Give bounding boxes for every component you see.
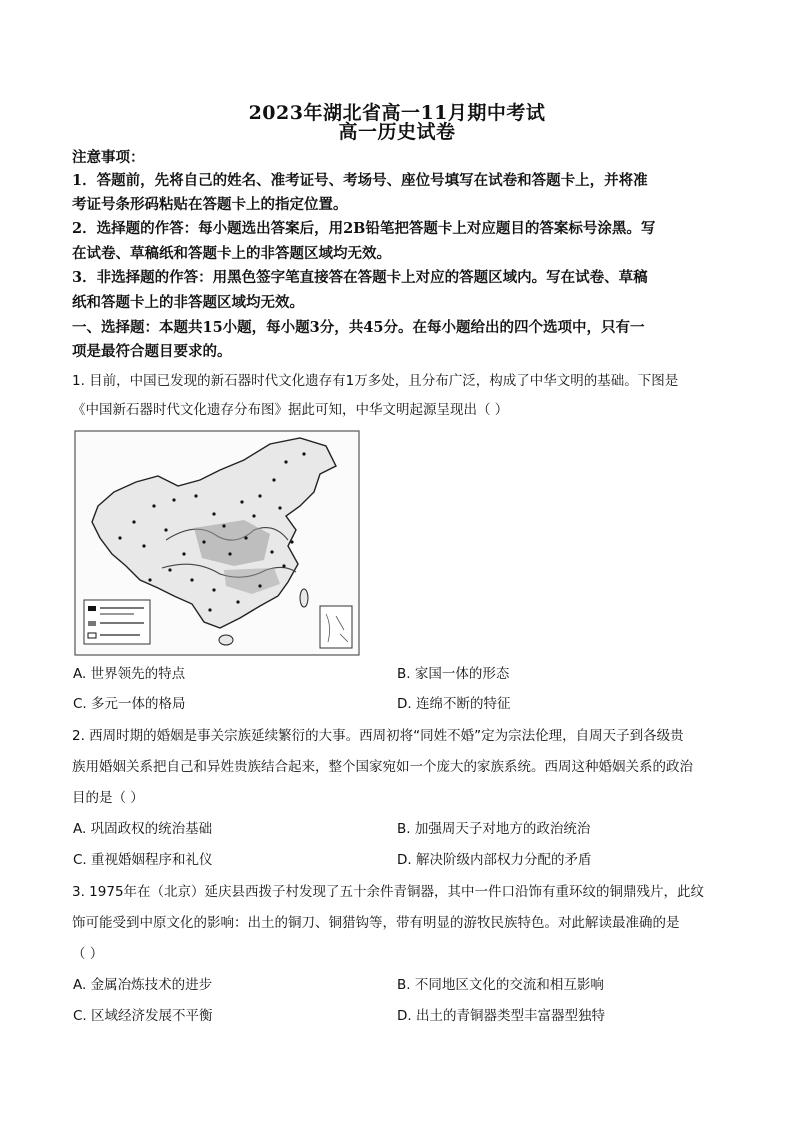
legend-swatch-2 [88, 621, 96, 626]
notice-line: 在试卷、草稿纸和答题卡上的非答题区域均无效。 [72, 245, 391, 262]
q3-option-d[interactable]: D. 出土的青铜器类型丰富器型独特 [397, 1008, 605, 1024]
notice-line: 2．选择题的作答：每小题选出答案后，用2B铅笔把答题卡上对应题目的答案标号涂黑。写 [72, 220, 656, 237]
hainan-shape [219, 635, 233, 645]
legend-swatch-1 [88, 606, 96, 611]
question-2-stem: 目的是（ ） [72, 790, 144, 806]
question-1-stem: 1. 目前，中国已发现的新石器时代文化遗存有1万多处，且分布广泛，构成了中华文明的基础。下图是 [72, 373, 679, 389]
neolithic-distribution-map [74, 430, 360, 656]
q3-option-c[interactable]: C. 区域经济发展不平衡 [73, 1008, 213, 1024]
q2-option-c[interactable]: C. 重视婚姻程序和礼仪 [73, 852, 213, 868]
question-3-stem: （ ） [72, 946, 104, 962]
notice-line: 考证号条形码粘贴在答题卡上的指定位置。 [72, 196, 348, 213]
question-3-stem: 3. 1975年在（北京）延庆县西拨子村发现了五十余件青铜器，其中一件口沿饰有重环纹的铜鼎残片，此纹 [72, 884, 705, 900]
q1-option-d[interactable]: D. 连绵不断的特征 [397, 696, 511, 712]
q1-option-a[interactable]: A. 世界领先的特点 [73, 666, 186, 682]
q1-option-b[interactable]: B. 家国一体的形态 [397, 666, 510, 682]
notice-line: 3．非选择题的作答：用黑色签字笔直接答在答题卡上对应的答题区域内。写在试卷、草稿 [72, 269, 648, 286]
question-3-stem: 饰可能受到中原文化的影响：出土的铜刀、铜猎钩等，带有明显的游牧民族特色。对此解读最准确的是 [72, 915, 680, 931]
question-2-stem: 2. 西周时期的婚姻是事关宗族延续繁衍的大事。西周初将“同姓不婚”定为宗法伦理，自周天子到各级贵 [72, 728, 684, 744]
question-1-stem: 《中国新石器时代文化遗存分布图》据此可知，中华文明起源呈现出（ ） [72, 402, 509, 418]
q3-option-a[interactable]: A. 金属冶炼技术的进步 [73, 977, 213, 993]
notice-line: 纸和答题卡上的非答题区域均无效。 [72, 294, 304, 311]
exam-subtitle: 高一历史试卷 [338, 121, 456, 143]
q2-option-a[interactable]: A. 巩固政权的统治基础 [73, 821, 213, 837]
taiwan-shape [300, 589, 308, 607]
question-2-stem: 族用婚姻关系把自己和异姓贵族结合起来，整个国家宛如一个庞大的家族系统。西周这种婚姻关系的政治 [72, 759, 693, 775]
notice-line: 1．答题前，先将自己的姓名、准考证号、考场号、座位号填写在试卷和答题卡上，并将准 [72, 172, 648, 189]
q2-option-d[interactable]: D. 解决阶级内部权力分配的矛盾 [397, 852, 592, 868]
q3-option-b[interactable]: B. 不同地区文化的交流和相互影响 [397, 977, 604, 993]
q2-option-b[interactable]: B. 加强周天子对地方的政治统治 [397, 821, 591, 837]
map-figure [74, 430, 360, 656]
exam-title: 2023年湖北省高一11月期中考试 [248, 102, 546, 124]
section-heading: 一、选择题：本题共15小题，每小题3分，共45分。在每小题给出的四个选项中，只有一 [72, 319, 645, 336]
notice-heading: 注意事项： [72, 149, 145, 166]
q1-option-c[interactable]: C. 多元一体的格局 [73, 696, 186, 712]
section-heading-cont: 项是最符合题目要求的。 [72, 343, 232, 360]
